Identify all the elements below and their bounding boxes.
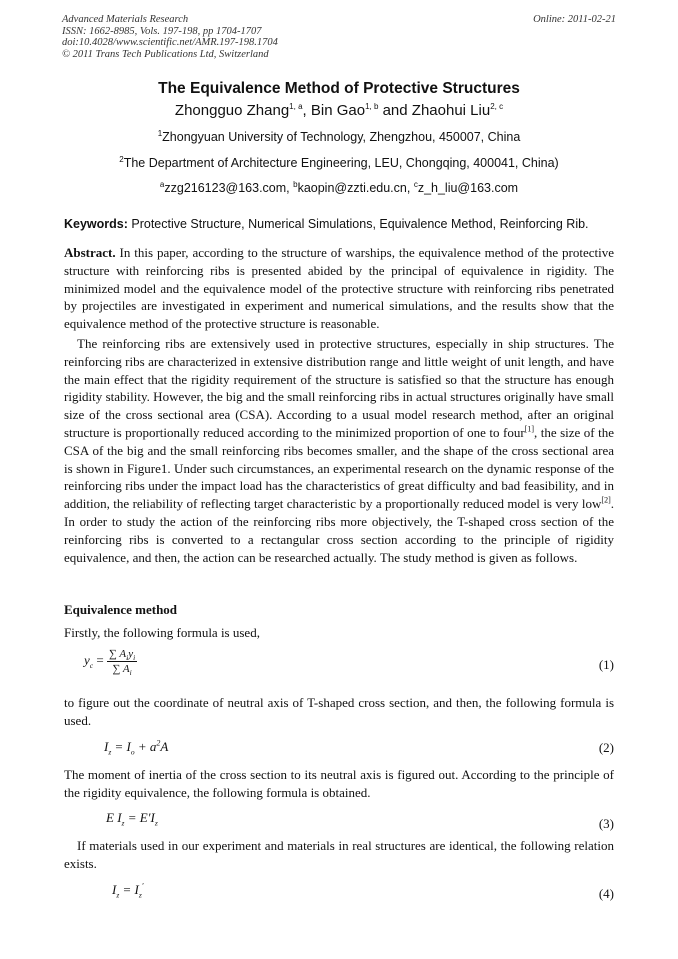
text-after-eq2: The moment of inertia of the cross section to its neutral axis is figured out. According to the principle of the rigidity equivalence, the following formula is obtained.: [64, 767, 614, 800]
citation-1[interactable]: [1]: [524, 424, 534, 434]
equation-4: $I_z = I_z'$: [112, 881, 144, 900]
email-link[interactable]: z_h_liu@163.com: [417, 181, 519, 195]
equation-1: $y_c$ = $\frac{\sum A_iy_i}{\sum A_i}$: [84, 648, 136, 678]
equation-number-3: (3): [598, 816, 614, 831]
affiliation-2: $^2$The Department of Architecture Engineering, LEU, Chongqing, 400041, China): [119, 154, 559, 170]
author-line: Zhongguo Zhang$^{1, a}$, Bin Gao$^{1, b}$ and Zhaohui Liu$^{2, c}$: [174, 102, 504, 119]
equation-number-2: (2): [598, 740, 614, 755]
author-name: Zhaohui Liu: [411, 102, 491, 119]
text-after-eq3: If materials used in our experiment and materials in real structures are identical, the following relation exists.: [64, 838, 614, 871]
email-line: $^a$zzg216123@163.com, $^b$kaopin@zzti.edu.cn, $^c$z_h_liu@163.com: [159, 179, 519, 195]
journal-name: Advanced Materials Research: [62, 14, 189, 25]
section-title: Equivalence method: [64, 602, 178, 617]
equation-3: E $I_z = E'I_z$: [106, 810, 158, 828]
doi-line: doi:10.4028/www.scientific.net/AMR.197-198.1704: [62, 37, 278, 48]
author-sup: 1, b: [365, 102, 379, 111]
abstract-text: In this paper, according to the structure of warships, the equivalence method of the protective structure with reinforcing ribs is presented abided by the principal of equivalence in rigidity. The minimized model and the equivalence model of the protective structure with reinforcing ribs penetrated by projectiles are investigated in experiment and numerical simulations, and the results show that the equivalence method of the protective structure is reasonable.: [64, 245, 614, 332]
copyright-line: © 2011 Trans Tech Publications Ltd, Switzerland: [62, 48, 269, 60]
citation-2[interactable]: [2]: [601, 495, 611, 505]
text-after-eq1: to figure out the coordinate of neutral axis of T-shaped cross section, and then, the following formula is used.: [64, 695, 614, 728]
abstract: [64, 244, 614, 333]
email-link[interactable]: zzg216123@163.com,: [164, 181, 294, 195]
keywords-label: Keywords:: [64, 217, 128, 231]
journal-header: [62, 14, 616, 60]
keywords-text: Protective Structure, Numerical Simulations, Equivalence Method, Reinforcing Rib.: [127, 217, 589, 231]
keywords: [64, 217, 624, 231]
author-sup: 1, a: [289, 102, 303, 111]
online-date: Online: 2011-02-21: [533, 14, 616, 25]
author-sup: 2, c: [490, 102, 504, 111]
author-name: Zhongguo Zhang: [174, 102, 290, 119]
equation-2: $I_z = I_o + a^2A$: [104, 738, 169, 757]
intro-paragraph: The reinforcing ribs are extensively used in protective structures, especially in ship structures. The reinforcing ribs are characterized in extensive distribution range and little weight of unit length, and have the main effect that the rigidity requirement of the structure is satisfied so that the structure has enough rigidity stability. However, the big and the small reinforcing ribs in actual structures originally have small size of the cross sectional area (CSA). According to a usual model research method, after an original structure is proportionally reduced according to the minimized proportion of one to four[1], the size of the CSA of the big and the small reinforcing ribs becomes smaller, and the shape of the cross sectional area is shown in Figure1. Under such circumstances, an experimental research on the dynamic response of the reinforcing ribs under the impact load has the characteristics of great difficulty and bad feasibility, and in addition, the reliability of reflecting target characteristic by a proportionally reduced model is very low[2]. In order to study the action of the reinforcing ribs more objectively, the T-shaped cross section of the reinforcing ribs is converted to a rectangular cross section according to the principle of rigidity equivalence, and then, the action can be researched actually. The study method is given as follows.: [64, 336, 614, 565]
author-name: Bin Gao: [310, 102, 366, 119]
equation-number-1: (1): [598, 657, 614, 672]
text-firstly: Firstly, the following formula is used,: [64, 625, 260, 640]
equation-number-4: (4): [598, 886, 614, 901]
affiliation-1: $^1$Zhongyuan University of Technology, Zhengzhou, 450007, China: [157, 128, 521, 144]
issn-line: ISSN: 1662-8985, Vols. 197-198, pp 1704-1707: [62, 25, 262, 37]
abstract-label: Abstract.: [64, 245, 116, 260]
paper-title: The Equivalence Method of Protective Structures: [158, 80, 520, 97]
email-link[interactable]: kaopin@zzti.edu.cn,: [297, 181, 414, 195]
fraction: $\frac{\sum A_iy_i}{\sum A_i}$: [108, 648, 136, 678]
